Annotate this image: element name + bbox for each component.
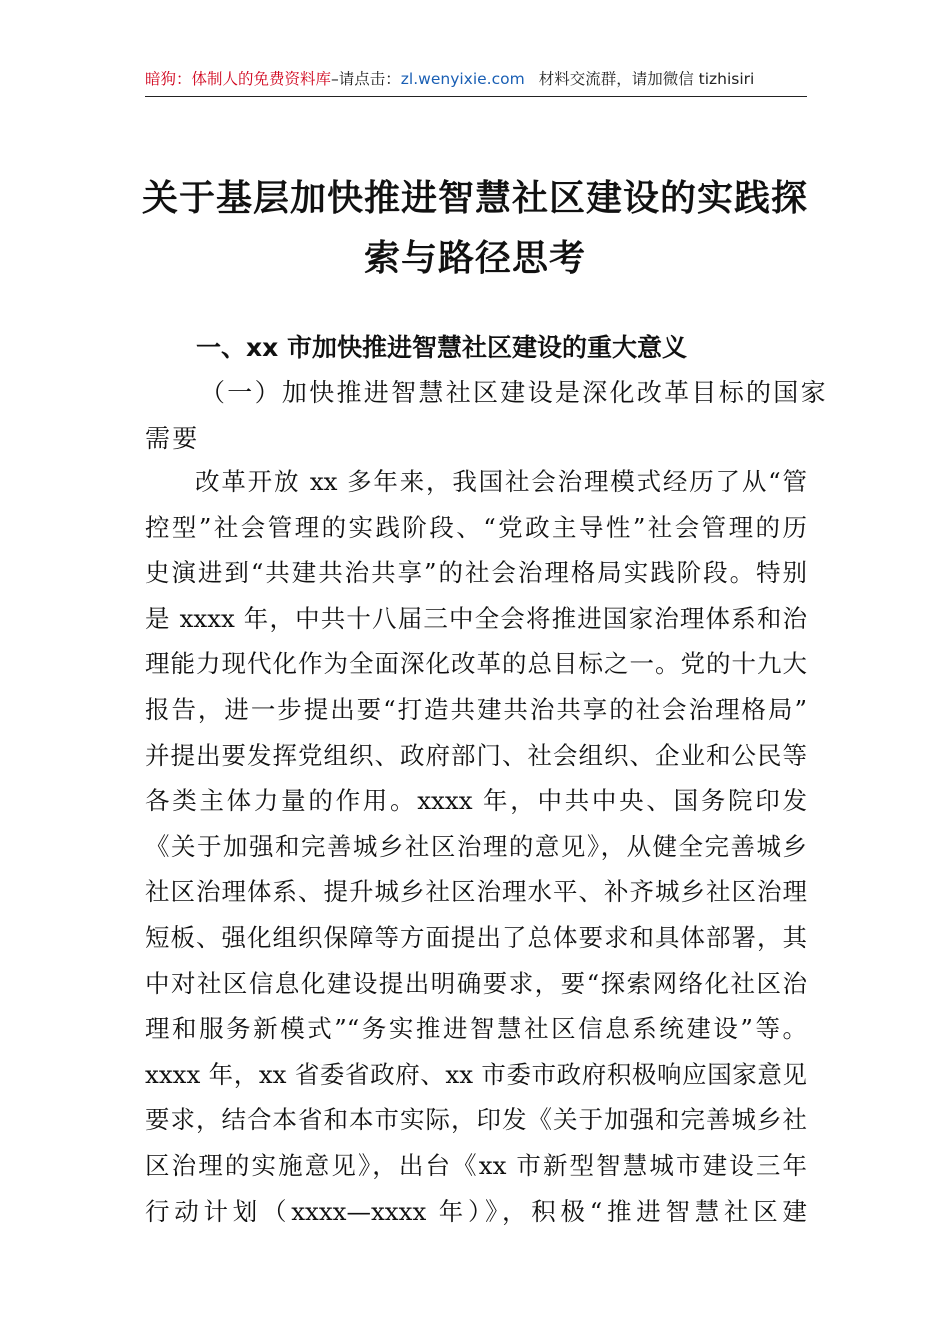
header-contact: 材料交流群，请加微信 tizhisiri [538, 70, 755, 88]
body-line: 中对社区信息化建设提出明确要求，要“探索网络化社区治 [145, 968, 807, 998]
header-url-link[interactable]: zl.wenyixie.com [400, 70, 525, 88]
subsection-heading: （一）加快推进智慧社区建设是深化改革目标的国家 [200, 378, 828, 407]
header-brand: 暗狗：体制人的免费资料库 [145, 70, 332, 88]
body-line: 报告，进一步提出要“打造共建共治共享的社会治理格局” [145, 695, 807, 724]
body-line: 史演进到“共建共治共享”的社会治理格局实践阶段。特别 [145, 558, 807, 588]
page-header [145, 66, 807, 97]
body-line: 区治理的实施意见》，出台《xx 市新型智慧城市建设三年 [145, 1151, 807, 1180]
subsection-heading-continued: 需要 [145, 424, 200, 453]
body-line: 社区治理体系、提升城乡社区治理水平、补齐城乡社区治理 [145, 877, 807, 907]
body-line: 控型”社会管理的实践阶段、“党政主导性”社会管理的历 [145, 512, 807, 542]
body-line: 《关于加强和完善城乡社区治理的意见》，从健全完善城乡 [145, 831, 807, 861]
body-line: 改革开放 xx 多年来，我国社会治理模式经历了从“管 [195, 467, 807, 496]
body-line: 短板、强化组织保障等方面提出了总体要求和具体部署，其 [145, 923, 807, 952]
title-line-1: 关于基层加快推进智慧社区建设的实践探 [141, 177, 808, 219]
body-line: 是 xxxx 年，中共十八届三中全会将推进国家治理体系和治 [145, 603, 807, 633]
body-line: 理和服务新模式”“务实推进智慧社区信息系统建设”等。 [145, 1014, 807, 1044]
title-line-2: 索与路径思考 [363, 237, 586, 279]
header-click-text: –请点击： [331, 70, 401, 88]
body-line: 行动计划（xxxx—xxxx 年）》，积极“推进智慧社区建 [145, 1196, 807, 1226]
document-title [120, 168, 830, 288]
section-heading: 一、xx 市加快推进智慧社区建设的重大意义 [196, 333, 687, 362]
body-line: 各类主体力量的作用。xxxx 年，中共中央、国务院印发 [145, 786, 807, 816]
body-line: 并提出要发挥党组织、政府部门、社会组织、企业和公民等 [145, 740, 807, 770]
body-line: xxxx 年，xx 省委省政府、xx 市委市政府积极响应国家意见 [145, 1059, 807, 1089]
body-line: 理能力现代化作为全面深化改革的总目标之一。党的十九大 [145, 649, 807, 679]
body-line: 要求，结合本省和本市实际，印发《关于加强和完善城乡社 [145, 1105, 807, 1135]
